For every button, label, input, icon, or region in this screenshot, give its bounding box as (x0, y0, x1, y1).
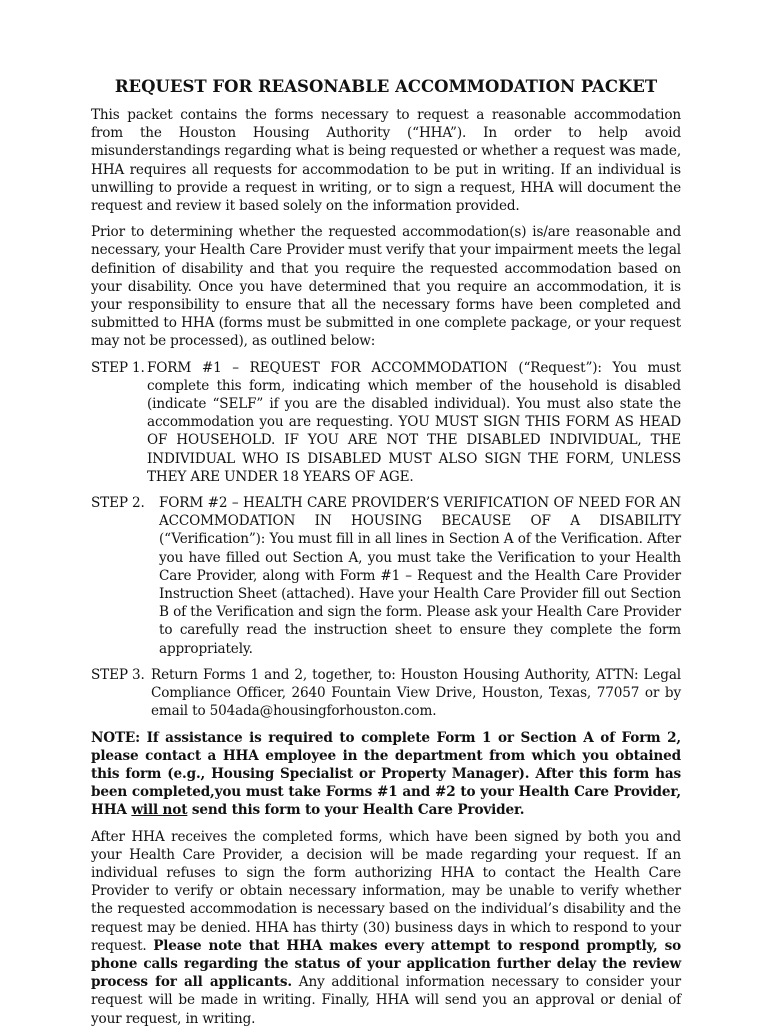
after-text-end: Any additional information necessary to consider your request will be made in writing. Finally, HHA will send you an approval or denial of your request, in writing. (91, 974, 681, 1027)
step-3 (91, 666, 681, 721)
step-3-label: STEP 3. (91, 666, 145, 683)
note-text-start: NOTE: If assistance is required to complete Form 1 or Section A of Form 2, please contact a HHA employee in the department from which you obtained this form (e.g., Housing Specialist or Property Manager). After this form has been completed,you must take Forms #1 and #2 to your Health Care Provider, HHA (91, 729, 681, 819)
prior-paragraph: Prior to determining whether the requested accommodation(s) is/are reasonable and necessary, your Health Care Provider must verify that your impairment meets the legal definition of disability and that you require the requested accommodation based on your disability. Once you have determined that you require an accommodation, it is your responsibility to ensure that all the necessary forms have been completed and submitted to HHA (forms must be submitted in one complete package, or your request may not be processed), as outlined below: (91, 224, 681, 350)
step-1-label: STEP 1. (91, 359, 145, 376)
note-paragraph (91, 729, 681, 820)
note-text-end: send this form to your Health Care Provider. (187, 802, 525, 819)
page-title: REQUEST FOR REASONABLE ACCOMMODATION PACKET (114, 77, 658, 96)
step-2 (91, 494, 681, 658)
after-text-start: After HHA receives the completed forms, which have been signed by both you and your Health Care Provider, a decision will be made regarding your request. If an individual refuses to sign the form authorizing HHA to contact the Health Care Provider to verify or obtain necessary information, may be unable to verify whether the requested accommodation is necessary based on the individual’s disability and the request may be denied. HHA has thirty (30) business days in which to respond to your request. (91, 828, 681, 954)
step-2-text: FORM #2 – HEALTH CARE PROVIDER’S VERIFICATION OF NEED FOR AN ACCOMMODATION IN HOUSING BECAUSE OF A DISABILITY (“Verification”): You must fill in all lines in Section A of the Verification. After you have filled out Section A, you must take the Verification to your Health Care Provider, along with Form #1 – Request and the Health Care Provider Instruction Sheet (attached). Have your Health Care Provider fill out Section B of the Verification and sign the form. Please ask your Health Care Provider to carefully read the instruction sheet to ensure they complete the form appropriately. (159, 495, 681, 657)
step-2-label: STEP 2. (91, 495, 145, 512)
after-bold-text: Please note that HHA makes every attempt to respond promptly, so phone calls regarding the status of your application further delay the review process for all applicants. (91, 937, 681, 991)
document-page (91, 76, 681, 1036)
intro-paragraph: This packet contains the forms necessary to request a reasonable accommodation from the Houston Housing Authority (“HHA”). In order to help avoid misunderstandings regarding what is being requested or whether a request was made, HHA requires all requests for accommodation to be put in writing. If an individual is unwilling to provide a request in writing, or to sign a request, HHA will document the request and review it based solely on the information provided. (91, 107, 681, 215)
note-underlined-text: will not (131, 802, 188, 819)
step-1 (91, 359, 681, 486)
step-1-text: FORM #1 – REQUEST FOR ACCOMMODATION (“Request”): You must complete this form, indicating which member of the household is disabled (indicate “SELF” if you are the disabled individual). You must also state the accommodation you are requesting. YOU MUST SIGN THIS FORM AS HEAD OF HOUSEHOLD. IF YOU ARE NOT THE DISABLED INDIVIDUAL, THE INDIVIDUAL WHO IS DISABLED MUST ALSO SIGN THE FORM, UNLESS THEY ARE UNDER 18 YEARS OF AGE. (147, 359, 681, 485)
step-3-text: Return Forms 1 and 2, together, to: Houston Housing Authority, ATTN: Legal Compliance Officer, 2640 Fountain View Drive, Houston, Texas, 77057 or by email to 504ada@housingforhouston.com. (151, 666, 681, 720)
after-paragraph (91, 828, 681, 1028)
